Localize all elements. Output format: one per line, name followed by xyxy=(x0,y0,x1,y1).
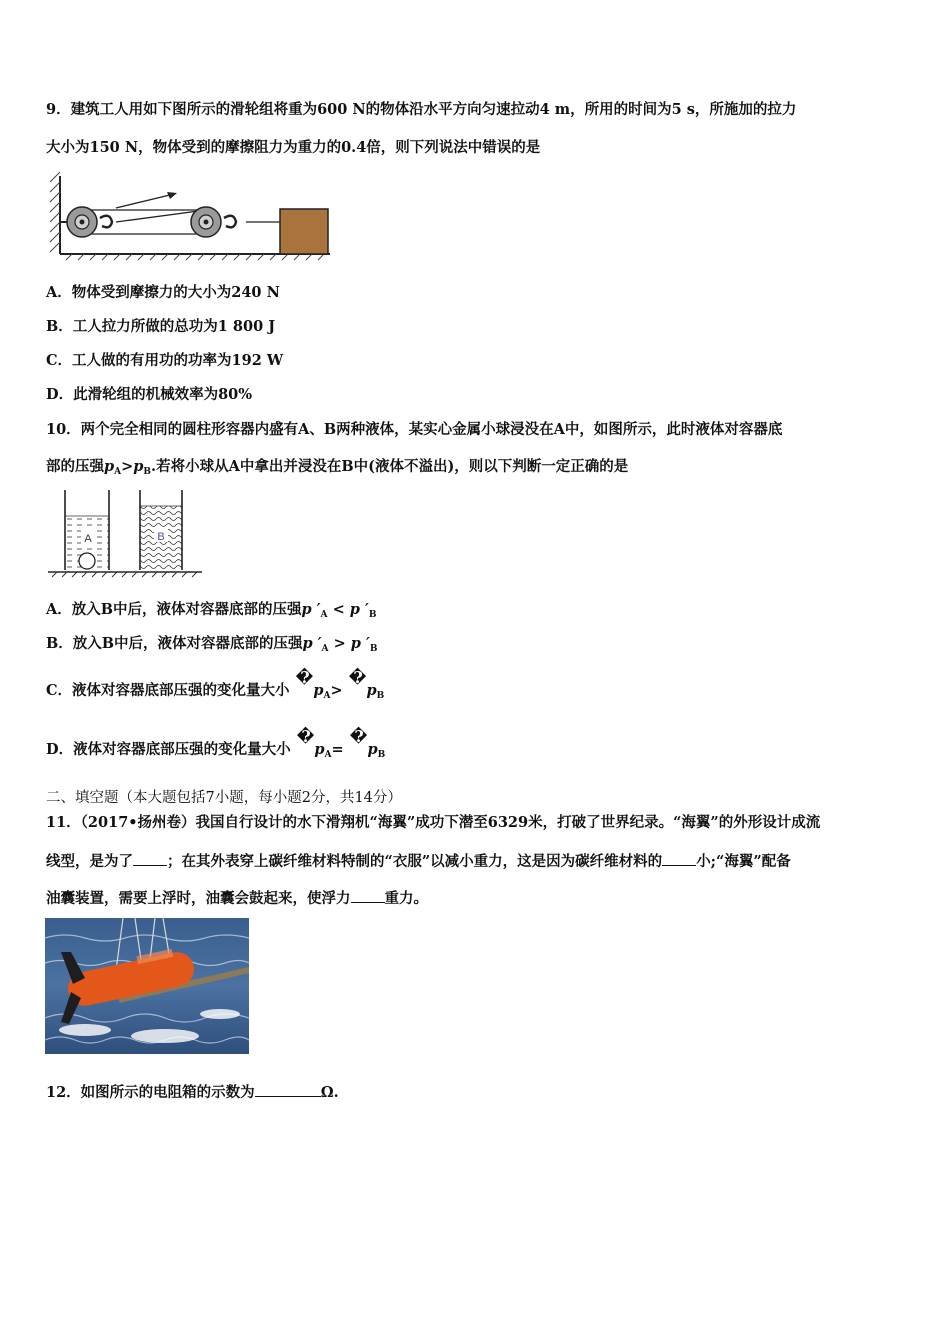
q11-stem-line3: 油囊装置，需要上浮时，油囊会鼓起来，使浮力 重力。 xyxy=(46,887,428,909)
blank-1[interactable] xyxy=(133,850,167,866)
q11-stem-line2: 线型，是为了 ；在其外表穿上碳纤维材料特制的“衣服”以减小重力，这是因为碳纤维材料的 小;“海翼”配备 xyxy=(46,850,791,872)
blank-3[interactable] xyxy=(351,887,385,903)
q12-stem: 12．如图所示的电阻箱的示数为 Ω. xyxy=(46,1081,339,1103)
label-a: A xyxy=(84,533,92,545)
containers-figure xyxy=(46,486,206,578)
q9-option-a: A．物体受到摩擦力的大小为240 N xyxy=(46,284,280,301)
q9-option-c: C．工人做的有用功的功率为192 W xyxy=(46,352,284,369)
wooden-block xyxy=(280,209,328,254)
blank-2[interactable] xyxy=(662,850,696,866)
q9-option-b: B．工人拉力所做的总功为1 800 J xyxy=(46,318,276,335)
q11-stem-line1: 11．（2017•扬州卷）我国自行设计的水下滑翔机“海翼”成功下潜至6329米，打破了世界纪录。“海翼”的外形设计成流 xyxy=(46,814,821,831)
q10-option-a: A．放入B中后，液体对容器底部的压强p $'_A < p$ $'_B$ xyxy=(46,601,377,620)
q10-option-d: D．液体对容器底部压强的变化量大小$�p_A=�p_B$ xyxy=(46,727,386,760)
pulley-figure xyxy=(46,172,336,262)
q10-option-b: B．放入B中后，液体对容器底部的压强p $'_A > p$ $'_B$ xyxy=(46,635,378,654)
metal-ball xyxy=(79,553,95,569)
blank-q12[interactable] xyxy=(255,1081,321,1097)
label-b: B xyxy=(157,531,165,543)
q9-stem-line1: 9．建筑工人用如下图所示的滑轮组将重为600 N的物体沿水平方向匀速拉动4 m，所用的时间为5 s，所施加的拉力 xyxy=(46,101,797,118)
underwater-glider-photo xyxy=(45,918,249,1054)
q10-stem-line1: 10．两个完全相同的圆柱形容器内盛有A、B两种液体，某实心金属小球浸没在A中，如图所示，此时液体对容器底 xyxy=(46,421,783,438)
q10-option-c: C．液体对容器底部压强的变化量大小$�p_A>�p_B$ xyxy=(46,668,385,701)
q9-option-d: D．此滑轮组的机械效率为80% xyxy=(46,386,253,403)
q10-stem-line2: 部的压强$p_A>p_B$.若将小球从A中拿出并浸没在B中(液体不溢出)，则以下判断一定正确的是 xyxy=(46,458,629,477)
q9-stem-line2: 大小为150 N，物体受到的摩擦阻力为重力的0.4倍，则下列说法中错误的是 xyxy=(46,139,541,156)
section-heading: 二、填空题（本大题包括7小题，每小题2分，共14分） xyxy=(46,790,402,806)
